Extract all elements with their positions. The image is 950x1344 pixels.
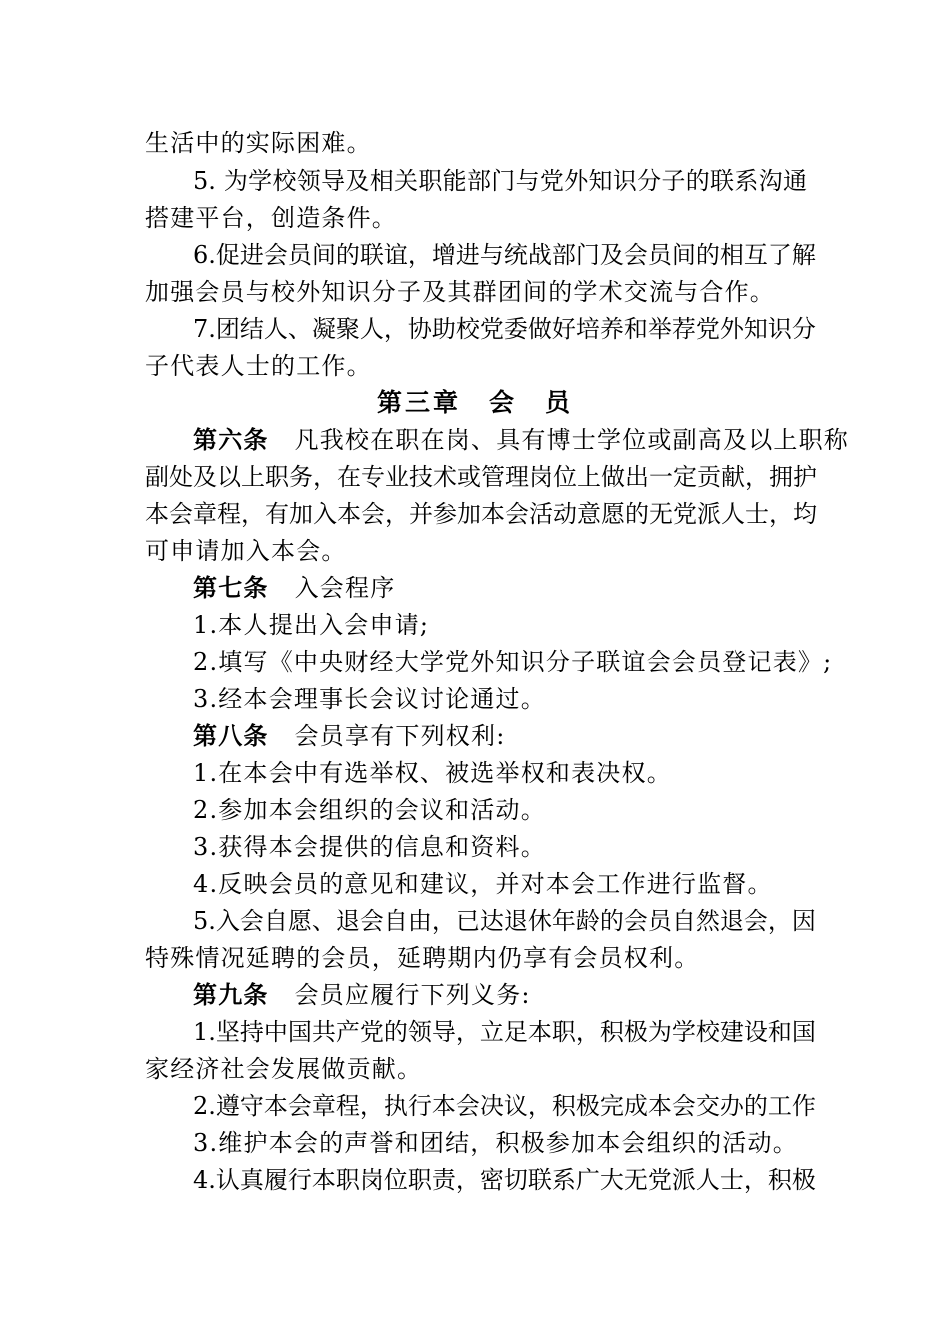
list-item: 4.反映会员的意见和建议，并对本会工作进行监督。 bbox=[193, 870, 773, 898]
list-item: 3.获得本会提供的信息和资料。 bbox=[193, 833, 546, 861]
list-item: 2.填写《中央财经大学党外知识分子联谊会会员登记表》; bbox=[193, 648, 833, 676]
article-6-heading: 第六条 bbox=[193, 425, 269, 454]
article-8-text: 会员享有下列权利: bbox=[294, 722, 506, 750]
article-8-line bbox=[193, 721, 506, 751]
text-line: 副处及以上职务，在专业技术或管理岗位上做出一定贡献，拥护 bbox=[145, 463, 817, 491]
article-9-line bbox=[193, 980, 531, 1010]
text-line: 本会章程，有加入本会，并参加本会活动意愿的无党派人士，均 bbox=[145, 500, 817, 528]
article-7-heading: 第七条 bbox=[193, 573, 269, 602]
list-item-7: 7.团结人、凝聚人，协助校党委做好培养和举荐党外知识分 bbox=[193, 315, 816, 343]
article-9-text: 会员应履行下列义务: bbox=[294, 981, 531, 1009]
text-line: 加强会员与校外知识分子及其群团间的学术交流与合作。 bbox=[145, 278, 775, 306]
list-item-5: 5. 为学校领导及相关职能部门与党外知识分子的联系沟通 bbox=[193, 167, 807, 195]
text-line: 家经济社会发展做贡献。 bbox=[145, 1055, 423, 1083]
list-item: 1.坚持中国共产党的领导，立足本职，积极为学校建设和国 bbox=[193, 1018, 816, 1046]
list-item: 2.遵守本会章程，执行本会决议，积极完成本会交办的工作 bbox=[193, 1092, 816, 1120]
list-item: 5.入会自愿、退会自由，已达退休年龄的会员自然退会，因 bbox=[193, 907, 816, 935]
chapter-heading: 第三章 会 员 bbox=[376, 388, 573, 417]
text-line: 可申请加入本会。 bbox=[145, 537, 347, 565]
article-8-heading: 第八条 bbox=[193, 721, 269, 750]
list-item-6: 6.促进会员间的联谊，增进与统战部门及会员间的相互了解 bbox=[193, 241, 816, 269]
text-line: 子代表人士的工作。 bbox=[145, 352, 372, 380]
article-6-line bbox=[193, 425, 849, 455]
list-item: 1.本人提出入会申请; bbox=[193, 611, 430, 639]
list-item: 1.在本会中有选举权、被选举权和表决权。 bbox=[193, 759, 672, 787]
list-item: 3.维护本会的声誉和团结，积极参加本会组织的活动。 bbox=[193, 1129, 798, 1157]
text-line: 搭建平台，创造条件。 bbox=[145, 204, 397, 232]
article-6-text: 凡我校在职在岗、具有博士学位或副高及以上职称 bbox=[294, 426, 850, 454]
article-9-heading: 第九条 bbox=[193, 980, 269, 1009]
article-7-text: 入会程序 bbox=[294, 574, 396, 602]
text-line: 生活中的实际困难。 bbox=[145, 129, 372, 157]
list-item: 3.经本会理事长会议讨论通过。 bbox=[193, 685, 546, 713]
article-7-line bbox=[193, 573, 395, 603]
list-item: 2.参加本会组织的会议和活动。 bbox=[193, 796, 546, 824]
list-item: 4.认真履行本职岗位职责，密切联系广大无党派人士，积极 bbox=[193, 1166, 816, 1194]
text-line: 特殊情况延聘的会员，延聘期内仍享有会员权利。 bbox=[145, 944, 700, 972]
